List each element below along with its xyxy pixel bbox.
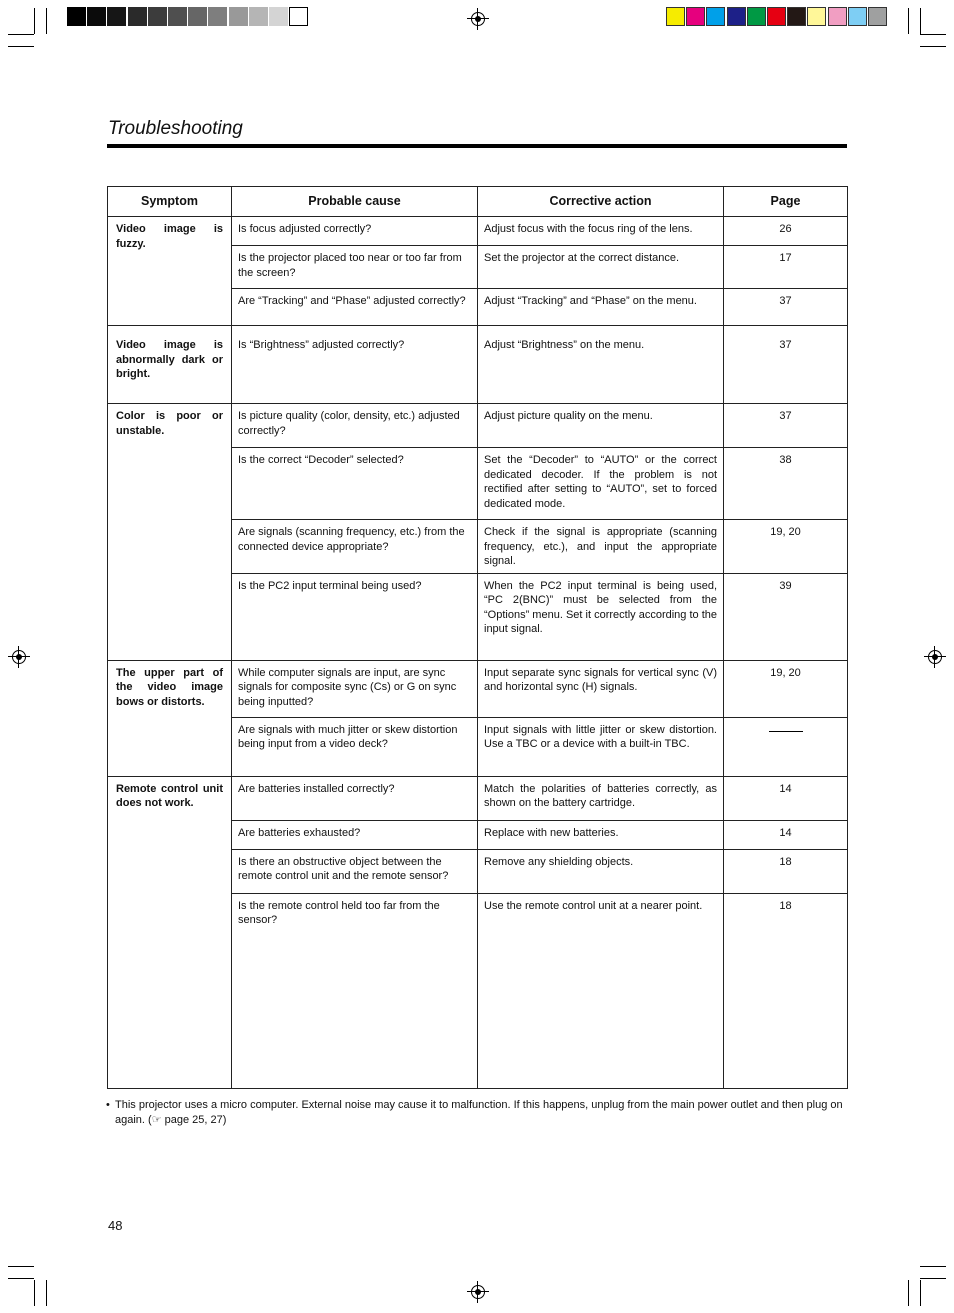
color-swatch — [787, 7, 806, 26]
page-cell: 26 — [724, 217, 848, 246]
page-cell: 14 — [724, 820, 848, 849]
color-swatch — [686, 7, 705, 26]
registration-mark-left-icon — [8, 646, 30, 668]
registration-mark-bottom-icon — [467, 1281, 489, 1303]
action-cell: When the PC2 input terminal is being used, “PC 2(BNC)” must be selected from the “Options” menu. Set it correctly according to the input signal. — [478, 573, 724, 660]
symptom-cell: Color is poor or unstable. — [108, 404, 232, 661]
action-cell: Match the polarities of batteries correctly, as shown on the battery cartridge. — [478, 776, 724, 820]
action-cell: Set the projector at the correct distance. — [478, 246, 724, 289]
grayscale-swatch — [269, 7, 288, 26]
cause-cell: Is the correct “Decoder” selected? — [232, 448, 478, 520]
page-cell: 18 — [724, 849, 848, 893]
footnote — [106, 1098, 843, 1127]
table-header-row — [108, 187, 848, 217]
title-divider — [107, 144, 847, 148]
action-cell: Input separate sync signals for vertical sync (V) and horizontal sync (H) signals. — [478, 660, 724, 717]
page-cell: 18 — [724, 893, 848, 1089]
grayscale-swatch — [249, 7, 268, 26]
cause-cell: Is the projector placed too near or too far from the screen? — [232, 246, 478, 289]
action-cell: Input signals with little jitter or skew distortion. Use a TBC or a device with a built-in TBC. — [478, 717, 724, 776]
color-swatch — [767, 7, 786, 26]
cause-cell: Is focus adjusted correctly? — [232, 217, 478, 246]
footnote-text: This projector uses a micro computer. External noise may cause it to malfunction. If this happens, unplug from the main power outlet and then plug on again. (☞ page 25, 27) — [115, 1099, 843, 1126]
page-cell: 19, 20 — [724, 660, 848, 717]
header-symptom: Symptom — [108, 187, 232, 217]
grayscale-swatch — [289, 7, 308, 26]
cause-cell: While computer signals are input, are sync signals for composite sync (Cs) or G on sync being inputted? — [232, 660, 478, 717]
action-cell: Use the remote control unit at a nearer point. — [478, 893, 724, 1089]
table-row — [108, 404, 848, 448]
page-number: 48 — [108, 1218, 123, 1233]
page-cell: 38 — [724, 448, 848, 520]
troubleshooting-table — [107, 186, 848, 1089]
color-swatch — [706, 7, 725, 26]
header-corrective-action: Corrective action — [478, 187, 724, 217]
cause-cell: Is the PC2 input terminal being used? — [232, 573, 478, 660]
grayscale-swatch — [208, 7, 227, 26]
cause-cell: Are “Tracking” and “Phase” adjusted correctly? — [232, 289, 478, 326]
grayscale-swatch — [168, 7, 187, 26]
color-swatch — [828, 7, 847, 26]
registration-mark-top-icon — [467, 8, 489, 30]
table-row — [108, 660, 848, 717]
page-cell: 17 — [724, 246, 848, 289]
grayscale-swatch — [229, 7, 248, 26]
cause-cell: Are batteries exhausted? — [232, 820, 478, 849]
page-title: Troubleshooting — [108, 118, 243, 139]
action-cell: Replace with new batteries. — [478, 820, 724, 849]
symptom-cell: The upper part of the video image bows or distorts. — [108, 660, 232, 776]
color-swatch — [747, 7, 766, 26]
grayscale-swatch — [188, 7, 207, 26]
grayscale-swatch — [107, 7, 126, 26]
grayscale-swatch — [87, 7, 106, 26]
page-cell: 37 — [724, 289, 848, 326]
grayscale-swatch — [148, 7, 167, 26]
cause-cell: Is the remote control held too far from the sensor? — [232, 893, 478, 1089]
action-cell: Check if the signal is appropriate (scanning frequency, etc.), and input the appropriate signal. — [478, 520, 724, 574]
action-cell: Adjust picture quality on the menu. — [478, 404, 724, 448]
cause-cell: Are signals with much jitter or skew distortion being input from a video deck? — [232, 717, 478, 776]
table-row — [108, 326, 848, 404]
table-row — [108, 217, 848, 246]
page-cell: 19, 20 — [724, 520, 848, 574]
page-cell: 37 — [724, 404, 848, 448]
page-cell: 39 — [724, 573, 848, 660]
color-swatch — [848, 7, 867, 26]
cause-cell: Is there an obstructive object between the remote control unit and the remote sensor? — [232, 849, 478, 893]
grayscale-swatch — [128, 7, 147, 26]
header-page: Page — [724, 187, 848, 217]
page-cell: 14 — [724, 776, 848, 820]
header-probable-cause: Probable cause — [232, 187, 478, 217]
cause-cell: Is “Brightness” adjusted correctly? — [232, 326, 478, 404]
color-swatch — [727, 7, 746, 26]
symptom-cell: Remote control unit does not work. — [108, 776, 232, 1089]
page-cell-no-reference — [724, 717, 848, 776]
action-cell: Adjust focus with the focus ring of the lens. — [478, 217, 724, 246]
color-swatch — [666, 7, 685, 26]
color-swatch — [807, 7, 826, 26]
action-cell: Set the “Decoder” to “AUTO” or the correct dedicated decoder. If the problem is not rectified after setting to “AUTO”, set to forced dedicated mode. — [478, 448, 724, 520]
color-swatch — [868, 7, 887, 26]
symptom-cell: Video image is fuzzy. — [108, 217, 232, 326]
footnote-bullet: • — [106, 1099, 110, 1111]
grayscale-swatch — [67, 7, 86, 26]
table-row — [108, 776, 848, 820]
page-cell: 37 — [724, 326, 848, 404]
action-cell: Remove any shielding objects. — [478, 849, 724, 893]
cause-cell: Are batteries installed correctly? — [232, 776, 478, 820]
cause-cell: Are signals (scanning frequency, etc.) from the connected device appropriate? — [232, 520, 478, 574]
symptom-cell: Video image is abnormally dark or bright. — [108, 326, 232, 404]
registration-mark-right-icon — [924, 646, 946, 668]
action-cell: Adjust “Brightness” on the menu. — [478, 326, 724, 404]
action-cell: Adjust “Tracking” and “Phase” on the menu. — [478, 289, 724, 326]
cause-cell: Is picture quality (color, density, etc.) adjusted correctly? — [232, 404, 478, 448]
no-page-dash — [769, 731, 803, 732]
